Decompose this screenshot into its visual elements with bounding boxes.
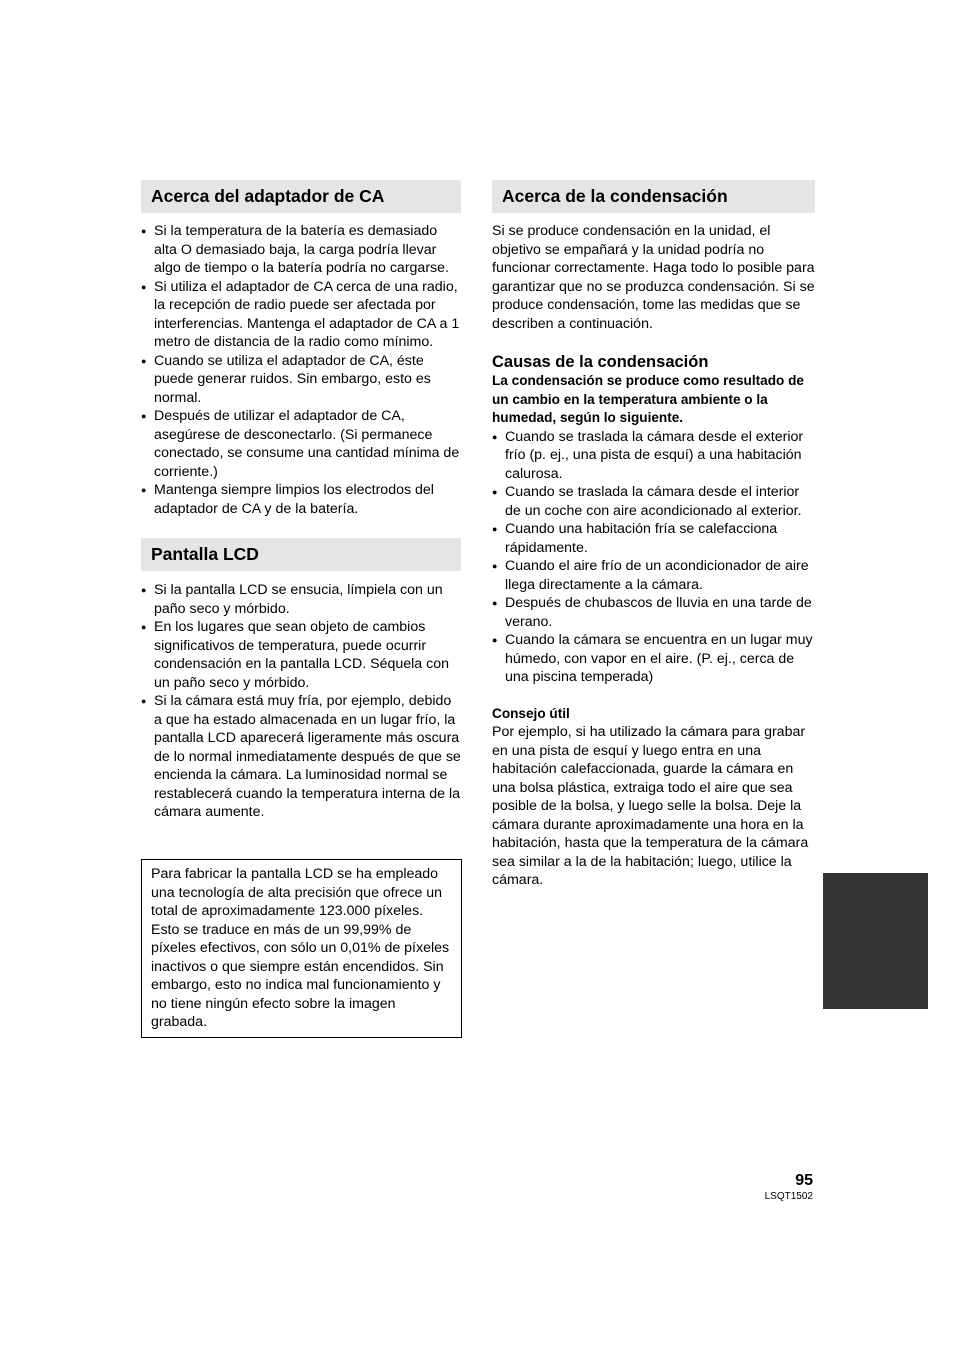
list-item: ● Después de chubascos de lluvia en una tarde de verano. [492,594,815,631]
section-side-tab [823,873,928,1009]
causes-list [492,428,815,687]
adapter-list [141,222,461,518]
left-column [141,180,461,822]
causes-intro: La condensación se produce como resultado de un cambio en la temperatura ambiente o la humedad, según lo siguiente. [492,373,804,425]
list-item: ● Cuando una habitación fría se calefacciona rápidamente. [492,520,815,557]
list-item: ● Después de utilizar el adaptador de CA, asegúrese de desconectarlo. (Si permanece conectado, se consume una cantidad mínima de corriente.) [141,407,461,481]
document-code: LSQT1502 [764,1191,813,1202]
section-heading-adapter: Acerca del adaptador de CA [141,180,461,213]
list-item: ● Mantenga siempre limpios los electrodos del adaptador de CA y de la batería. [141,481,461,518]
page-number: 95 [795,1172,813,1189]
right-column [492,180,815,890]
list-item: ● Si la temperatura de la batería es demasiado alta O demasiado baja, la carga podría llevar algo de tiempo o la batería podría no cargarse. [141,222,461,278]
list-item: ● Si la cámara está muy fría, por ejemplo, debido a que ha estado almacenada en un lugar frío, la pantalla LCD aparecerá ligeramente más oscura de lo normal inmediatamente después de que se encienda la cámara. La luminosidad normal se restablecerá cuando la temperatura interna de la cámara aumente. [141,692,461,822]
lcd-list [141,581,461,822]
section-heading-condensation: Acerca de la condensación [492,180,815,213]
section-heading-lcd: Pantalla LCD [141,538,461,571]
tip-text: Por ejemplo, si ha utilizado la cámara para grabar en una pista de esquí y luego entra en una habitación calefaccionada, guarde la cámara en una bolsa plástica, extraiga todo el aire que sea posible de la bolsa, y luego selle la bolsa. Deje la cámara durante aproximadamente una hora en la habitación, hasta que la temperatura de la cámara sea similar a la de la habitación; luego, utilice la cámara. [492,724,809,888]
list-item: ● Si utiliza el adaptador de CA cerca de una radio, la recepción de radio puede ser afectada por interferencias. Mantenga el adaptador de CA a 1 metro de distancia de la radio como mínimo. [141,278,461,352]
list-item: ● En los lugares que sean objeto de cambios significativos de temperatura, puede ocurrir condensación en la pantalla LCD. Séquela con un paño seco y mórbido. [141,618,461,692]
list-item: ● Cuando se traslada la cámara desde el exterior frío (p. ej., una pista de esquí) a una habitación calurosa. [492,428,815,484]
tip-heading: Consejo útil [492,705,570,721]
list-item: ● Cuando la cámara se encuentra en un lugar muy húmedo, con vapor en el aire. (P. ej., cerca de una piscina temperada) [492,631,815,687]
condensation-intro: Si se produce condensación en la unidad, el objetivo se empañará y la unidad podría no funcionar correctamente. Haga todo lo posible para garantizar que no se produzca condensación. Si se produce condensación, tome las medidas que se describen a continuación. [492,223,815,332]
lcd-note-box: Para fabricar la pantalla LCD se ha empleado una tecnología de alta precisión que ofrece un total de aproximadamente 123.000 píxeles. Esto se traduce en más de un 99,99% de píxeles efectivos, con sólo un 0,01% de píxeles inactivos o que siempre están encendidos. Sin embargo, esto no indica mal funcionamiento y no tiene ningún efecto sobre la imagen grabada. [141,859,462,1038]
list-item: ● Cuando se utiliza el adaptador de CA, éste puede generar ruidos. Sin embargo, esto es normal. [141,352,461,408]
list-item: ● Cuando se traslada la cámara desde el interior de un coche con aire acondicionado al exterior. [492,483,815,520]
list-item: ● Si la pantalla LCD se ensucia, límpiela con un paño seco y mórbido. [141,581,461,618]
list-item: ● Cuando el aire frío de un acondicionador de aire llega directamente a la cámara. [492,557,815,594]
causes-heading: Causas de la condensación [492,353,709,371]
